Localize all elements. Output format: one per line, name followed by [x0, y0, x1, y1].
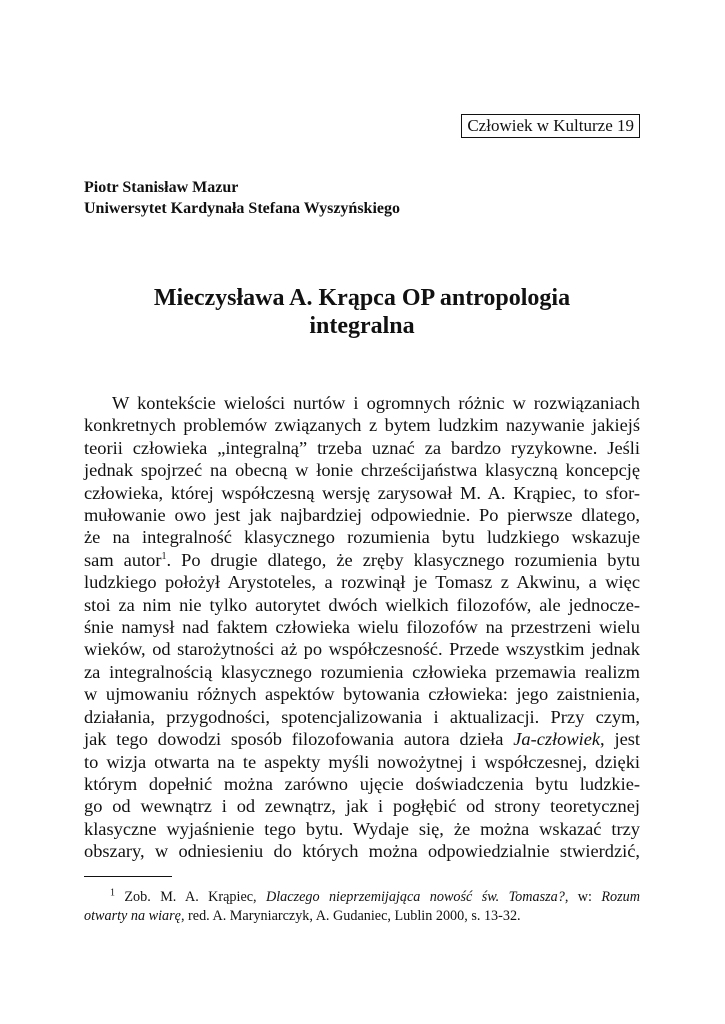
body-line: działania, przygodności, spotencjalizowania i aktualizacji. Przy czym,: [84, 706, 640, 727]
body-line: teorii człowieka „integralną” trzeba uznać za bardzo ryzykowne. Jeśli: [84, 437, 640, 458]
footnote: [84, 888, 640, 926]
body-line: [84, 549, 640, 571]
body-paragraph: [84, 392, 640, 863]
title-line-2: integralna: [309, 313, 415, 339]
body-fragment: . Po drugie dlatego, że zręby klasycznego rozumienia bytu: [166, 549, 640, 570]
body-line: go od wewnątrz i od zewnątrz, jak i pogłębić od strony teoretycznej: [84, 796, 640, 817]
footnote-divider: [84, 876, 172, 877]
body-fragment: , jest: [600, 729, 640, 750]
page: [84, 0, 640, 1024]
author-affiliation: Uniwersytet Kardynała Stefana Wyszyńskiego: [84, 200, 400, 217]
body-line: W kontekście wielości nurtów i ogromnych różnic w rozwiązaniach: [112, 393, 640, 413]
journal-header-box: [461, 114, 640, 138]
book-title-italic: Ja-człowiek: [513, 729, 601, 750]
body-line: mułowanie owo jest jak najbardziej odpowiednie. Po pierwsze dlatego,: [84, 505, 640, 526]
footnote-book-title: Dlaczego nieprzemijająca nowość św. Tomasza?: [265, 889, 565, 905]
body-line: że na integralność klasycznego rozumienia bytu ludzkiego wskazuje: [84, 527, 640, 548]
footnote-marker: 1: [110, 887, 115, 899]
article-title: [84, 284, 640, 340]
footnote-collection-b: otwarty na wiarę: [84, 908, 181, 924]
journal-title: Człowiek w Kulturze 19: [467, 116, 634, 135]
body-line: klasyczne wyjaśnienie tego bytu. Wydaje się, że można wskazać trzy: [84, 818, 640, 839]
body-line: stoi za nim nie tylko autorytet dwóch wielkich filozofów, ale jednocze-: [84, 594, 640, 615]
body-line: jednak spojrzeć na obecną w łonie chrześcijaństwa klasyczną koncepcję: [84, 460, 640, 481]
author-name: Piotr Stanisław Mazur: [84, 179, 239, 196]
body-line: za integralnością klasycznego rozumienia człowieka przemawia realizm: [84, 661, 640, 682]
title-line-1: Mieczysława A. Krąpca OP antropologia: [153, 285, 571, 311]
body-line: obszary, w odniesieniu do których można odpowiedzialnie stwierdzić,: [84, 841, 640, 862]
body-line: wieków, od starożytności aż po współczesność. Przede wszystkim jednak: [84, 639, 640, 660]
body-line: śnie namysł nad faktem człowieka wielu filozofów na przestrzeni wielu: [84, 617, 640, 638]
author-block: [84, 177, 400, 219]
body-fragment: jak tego dowodzi sposób filozofowania autora dzieła: [84, 729, 514, 750]
body-line: ludzkiego położył Arystoteles, a rozwinął je Tomasz z Akwinu, a więc: [84, 572, 640, 593]
footnote-collection-a: Rozum: [601, 889, 641, 905]
body-line: człowieka, której współczesną wersję zarysował M. A. Krąpiec, to sfor-: [84, 482, 640, 503]
footnote-mid: , w:: [564, 889, 602, 905]
body-fragment: sam autor: [84, 549, 162, 570]
footnote-line-2: [84, 907, 640, 926]
body-line: to wizja otwarta na te aspekty myśli nowożytnej i współczesnej, dzięki: [84, 751, 640, 772]
body-line: [84, 728, 640, 750]
footnote-prefix: Zob. M. A. Krąpiec,: [115, 889, 266, 905]
body-line: w ujmowaniu różnych aspektów bytowania człowieka: jego zaistnienia,: [84, 684, 640, 705]
footnote-suffix: , red. A. Maryniarczyk, A. Gudaniec, Lublin 2000, s. 13-32.: [180, 908, 521, 924]
footnote-line-1: [84, 888, 640, 907]
body-line: konkretnych problemów związanych z bytem ludzkim nazywanie jakiejś: [84, 415, 640, 436]
body-line: którym dopełnić można zarówno ujęcie doświadczenia bytu ludzkie-: [84, 773, 640, 794]
footnote-ref[interactable]: 1: [161, 550, 167, 562]
